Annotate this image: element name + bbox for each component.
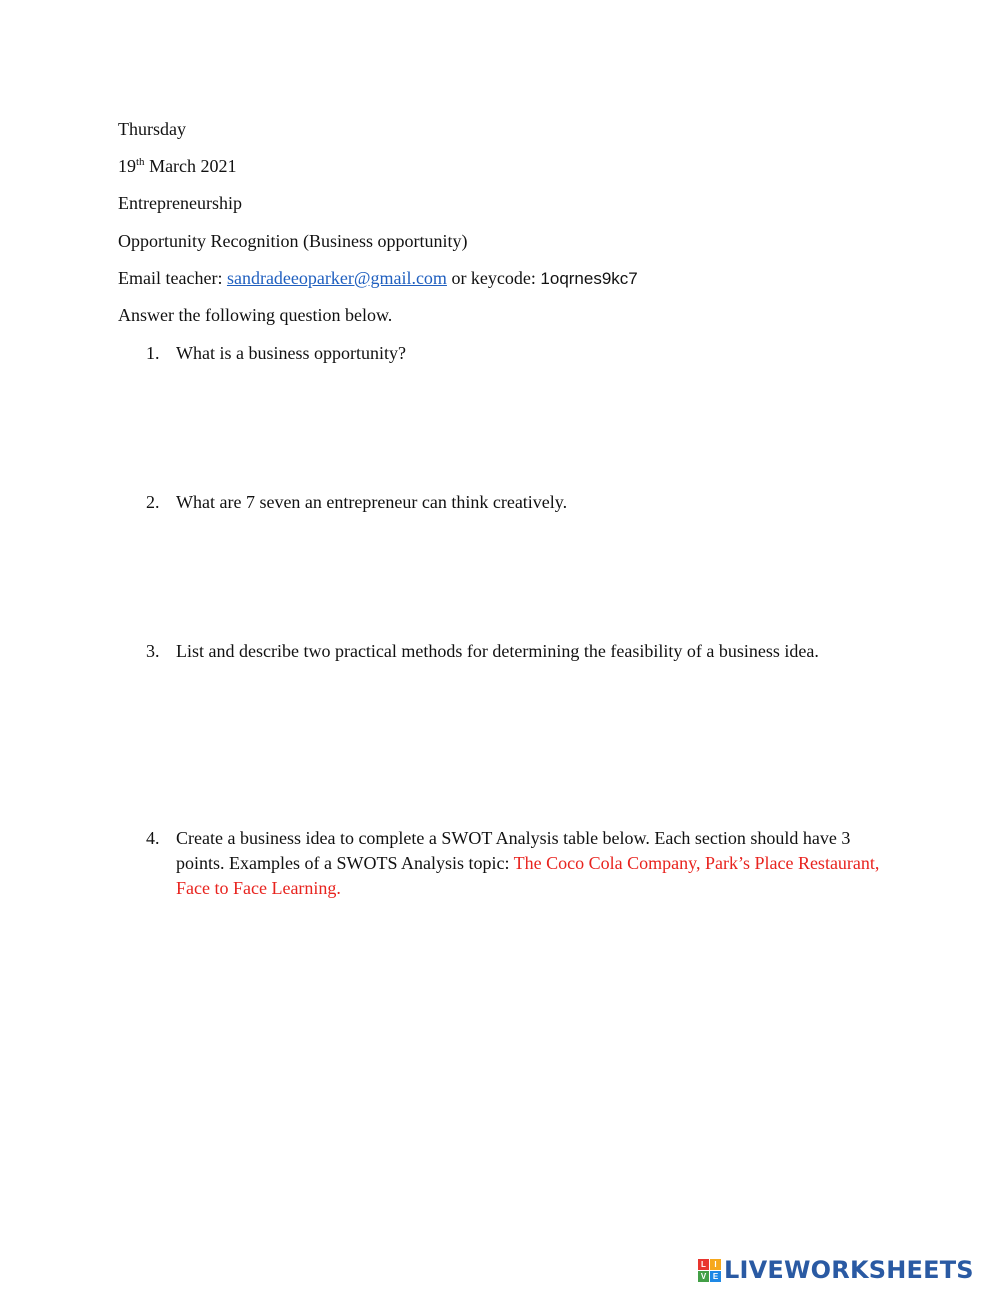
question-number: 4. xyxy=(146,828,160,848)
liveworksheets-logo xyxy=(698,1255,974,1285)
logo-block-l: L xyxy=(698,1259,709,1270)
logo-block-i: I xyxy=(710,1259,721,1270)
teacher-email-link[interactable]: sandradeeoparker@gmail.com xyxy=(226,268,447,288)
question-text: List and describe two practical methods for determining the feasibility of a business idea. xyxy=(176,641,819,661)
question-number: 3. xyxy=(146,641,160,661)
date-day: 19 xyxy=(118,156,136,176)
logo-block-e: E xyxy=(710,1271,721,1282)
instruction-text: Answer the following question below. xyxy=(118,305,393,325)
question-number: 2. xyxy=(146,492,160,512)
keycode-value: 1oqrnes9kc7 xyxy=(540,269,638,288)
logo-blocks-icon xyxy=(698,1259,721,1282)
swot-examples: The Coco Cola Company, Park’s Place Restaurant, Face to Face Learning. xyxy=(176,853,880,898)
day-label: Thursday xyxy=(118,119,186,139)
email-label: Email teacher: xyxy=(118,268,227,288)
date-label xyxy=(118,154,237,178)
email-line xyxy=(118,266,638,291)
keycode-label: or keycode: xyxy=(446,268,541,288)
logo-text: LIVEWORKSHEETS xyxy=(724,1256,974,1284)
question-text xyxy=(176,826,886,901)
question-4-instructions: Create a business idea to complete a SWOT Analysis table below. Each section should have 3 points. Examples of a SWOTS Analysis topic: xyxy=(176,828,851,873)
question-number: 1. xyxy=(146,343,160,363)
subject-label: Entrepreneurship xyxy=(118,193,242,213)
date-suffix: th xyxy=(136,156,145,168)
question-text: What are 7 seven an entrepreneur can think creatively. xyxy=(176,492,568,512)
logo-block-v: V xyxy=(698,1271,709,1282)
date-rest: March 2021 xyxy=(144,156,237,176)
topic-title: Opportunity Recognition (Business opportunity) xyxy=(118,231,468,251)
question-text: What is a business opportunity? xyxy=(176,343,406,363)
